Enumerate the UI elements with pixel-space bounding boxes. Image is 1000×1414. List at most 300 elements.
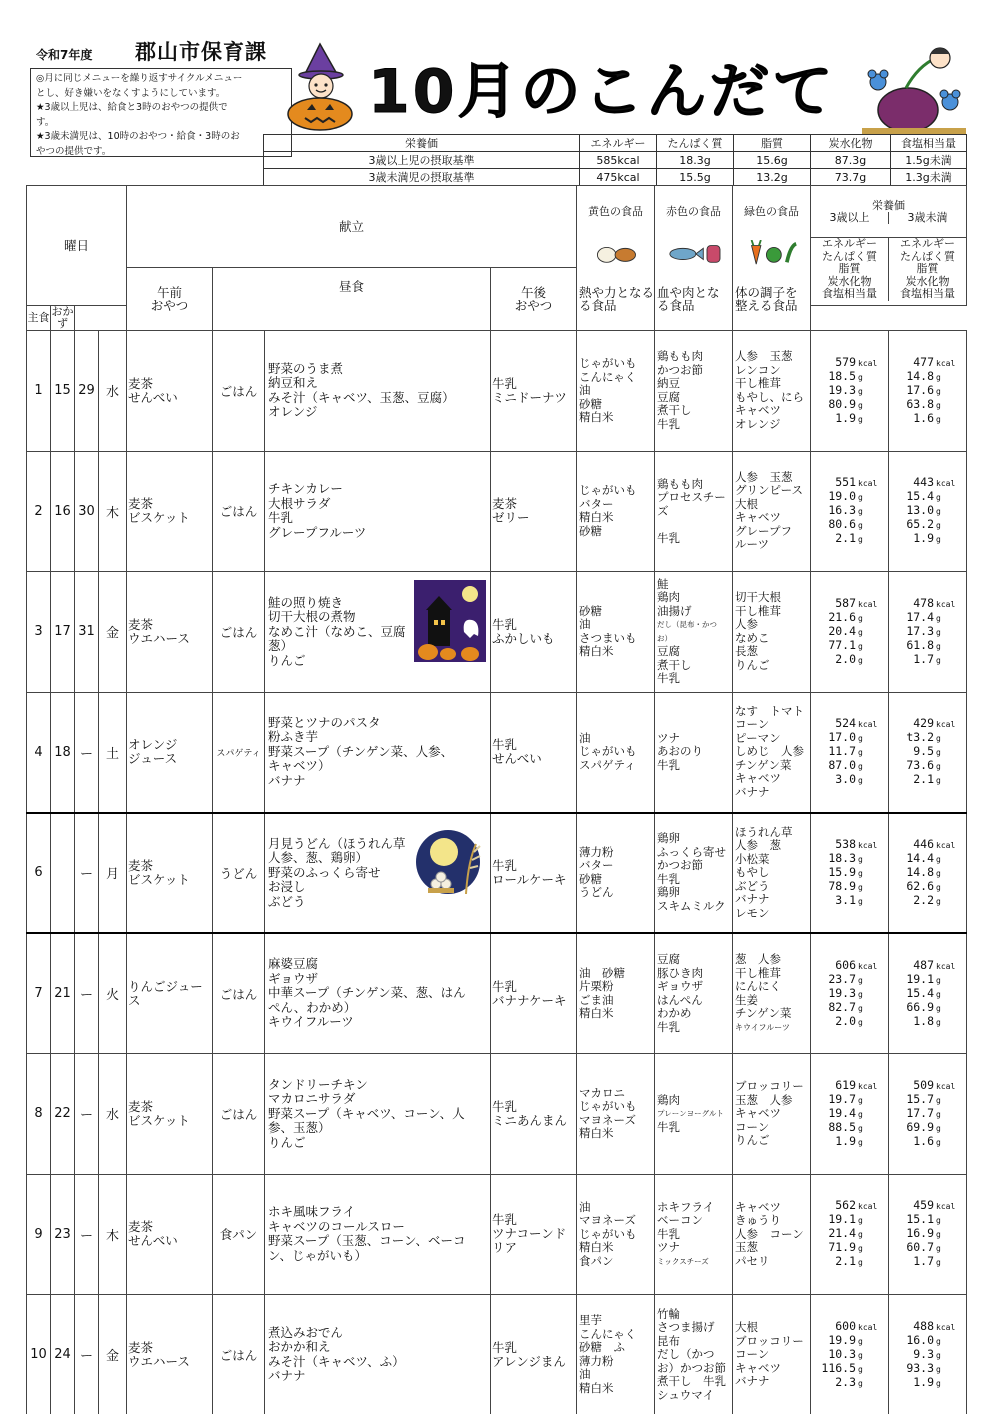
dishes-line: みそ汁（キャベツ、玉葱、豆腐） bbox=[268, 389, 455, 405]
nutrition-unit: kcal bbox=[936, 840, 956, 850]
am-snack bbox=[127, 692, 213, 813]
yellow-line: スパゲティ bbox=[579, 757, 636, 772]
dishes-line: 切干大根の煮物 bbox=[268, 609, 356, 624]
nutrition-over3 bbox=[811, 933, 889, 1054]
nutrition-over3 bbox=[811, 451, 889, 572]
date-1: 6 bbox=[27, 813, 51, 934]
date-3: ー bbox=[75, 813, 99, 934]
nutrition-unit: g bbox=[936, 627, 941, 637]
red-line: 鶏卵 bbox=[657, 885, 681, 900]
am-line: ウエハース bbox=[128, 630, 190, 646]
nutrition-unit: g bbox=[858, 1364, 863, 1374]
nut-label: 食塩相当量 bbox=[822, 287, 878, 300]
nutrition-value bbox=[889, 894, 960, 908]
nutrition-unit: g bbox=[858, 1095, 863, 1105]
am-line: 麦茶 bbox=[128, 616, 154, 632]
green-line: もやし、にら bbox=[735, 389, 805, 404]
nutrition-number: 80.9 bbox=[828, 396, 857, 411]
nutrition-unit: g bbox=[858, 1378, 863, 1388]
nutrition-number: 69.9 bbox=[906, 1119, 935, 1134]
am-snack bbox=[127, 331, 213, 452]
green-desc-line: 体の調子を bbox=[735, 284, 798, 300]
dishes-line: タンドリーチキン bbox=[268, 1076, 368, 1092]
nutrition-unit: kcal bbox=[936, 599, 956, 609]
yellow-line: ごま油 bbox=[579, 992, 614, 1007]
date-1: 2 bbox=[27, 451, 51, 572]
nutrition-value bbox=[811, 412, 882, 426]
red-food-header bbox=[655, 186, 733, 238]
nutrition-value bbox=[889, 1001, 960, 1015]
pm-snack bbox=[491, 813, 577, 934]
red-line: かつお節 bbox=[657, 362, 704, 377]
green-line: しめじ 人参 bbox=[735, 744, 805, 759]
nut-label: 炭水化物 bbox=[827, 274, 872, 288]
nutrition-value bbox=[811, 1135, 882, 1149]
yellow-food-icon-cell bbox=[577, 238, 655, 268]
green-line: りんご bbox=[735, 657, 770, 672]
nutrition-number: 1.9 bbox=[913, 531, 935, 546]
red-line: 牛乳 bbox=[657, 1226, 681, 1241]
green-line: 玉葱 bbox=[735, 1240, 759, 1254]
nutrition-unit: g bbox=[858, 386, 863, 396]
nutrition-value bbox=[811, 1121, 882, 1135]
nutrition-unit: g bbox=[936, 1003, 941, 1013]
menu-row bbox=[27, 933, 967, 1054]
dishes-line: 中華スープ（チンゲン菜、葱、はん bbox=[268, 985, 466, 1001]
nutrition-value bbox=[811, 504, 882, 518]
nutrition-unit: g bbox=[936, 507, 941, 517]
red-line: 豆腐 bbox=[657, 389, 681, 404]
yellow-line: マヨネーズ bbox=[579, 1213, 636, 1227]
nut-label: エネルギー bbox=[822, 237, 878, 250]
nutrition-unit: kcal bbox=[858, 1322, 878, 1332]
nutrition-unit: g bbox=[936, 414, 941, 424]
red-line: シュウマイ bbox=[657, 1387, 715, 1402]
am-line: ビスケット bbox=[128, 510, 190, 526]
nutrition-unit: g bbox=[858, 535, 863, 545]
nutrition-number: 1.9 bbox=[913, 1374, 935, 1389]
red-foods bbox=[655, 813, 733, 934]
note-line: ★3歳未満児は、10時のおやつ・給食・3時のお bbox=[36, 131, 240, 142]
am-line: ビスケット bbox=[128, 1112, 190, 1128]
nutrition-value bbox=[889, 1241, 960, 1255]
nutrition-number: 63.8 bbox=[906, 396, 935, 411]
nutrition-unit: g bbox=[858, 521, 863, 531]
nutrition-value bbox=[811, 1079, 882, 1093]
red-line: ズ bbox=[657, 503, 669, 518]
weekday-header: 曜日 bbox=[27, 186, 127, 306]
nutrition-value bbox=[811, 653, 882, 667]
green-line: バナナ bbox=[735, 1374, 770, 1388]
nutrition-number: 19.7 bbox=[828, 1091, 857, 1106]
nutrition-value bbox=[889, 476, 960, 490]
green-line: コーン bbox=[735, 1347, 770, 1361]
red-line: 牛乳 bbox=[657, 1119, 681, 1134]
am-snack bbox=[127, 1054, 213, 1175]
pm-snack bbox=[491, 1054, 577, 1175]
nutrition-unit: g bbox=[858, 734, 863, 743]
pm-line: 牛乳 bbox=[492, 1212, 518, 1228]
dishes-line: ぺん、わかめ） bbox=[268, 999, 357, 1015]
red-line bbox=[657, 518, 732, 532]
date-2 bbox=[51, 813, 75, 934]
staple-food: ごはん bbox=[213, 1054, 265, 1175]
date-2: 16 bbox=[51, 451, 75, 572]
red-line: 竹輪 bbox=[657, 1306, 681, 1321]
nutrition-unit: g bbox=[858, 641, 863, 651]
am-line: せんべい bbox=[128, 1233, 178, 1249]
nutrition-value bbox=[811, 518, 882, 532]
nutrition-unit: kcal bbox=[858, 599, 878, 609]
date-1: 8 bbox=[27, 1054, 51, 1175]
nutrition-unit: g bbox=[858, 896, 863, 906]
red-line: だし（昆布・かつ bbox=[657, 620, 718, 630]
date-3: ー bbox=[75, 1295, 99, 1414]
nut-label: たんぱく質 bbox=[900, 249, 956, 263]
green-desc bbox=[733, 268, 811, 331]
pm-snack bbox=[491, 692, 577, 813]
nutrition-value bbox=[889, 356, 960, 370]
dishes-line: 粉ふき芋 bbox=[268, 729, 319, 745]
side-dishes bbox=[265, 1174, 491, 1295]
nutrition-number: 13.0 bbox=[906, 503, 935, 518]
pm-snack bbox=[491, 1295, 577, 1414]
yellow-foods bbox=[577, 813, 655, 934]
green-line: 干し椎茸 bbox=[735, 603, 782, 618]
nutrition-value bbox=[811, 1213, 882, 1227]
yellow-line: 砂糖 bbox=[579, 871, 603, 886]
nut-label: 食塩相当量 bbox=[900, 287, 956, 300]
menu-row bbox=[27, 692, 967, 813]
date-1: 9 bbox=[27, 1174, 51, 1295]
pm-line: 牛乳 bbox=[492, 1339, 518, 1355]
nutrition-value bbox=[889, 759, 960, 773]
nutrition-number: 11.7 bbox=[828, 744, 857, 758]
nutrition-value bbox=[889, 370, 960, 384]
nutrition-value bbox=[811, 866, 882, 880]
dishes-line: 牛乳 bbox=[268, 510, 294, 526]
nutrition-value bbox=[889, 973, 960, 987]
red-line: さつま揚げ bbox=[657, 1320, 715, 1334]
am-snack bbox=[127, 933, 213, 1054]
nutrition-number: 488 bbox=[913, 1318, 935, 1333]
nutrition-unit: g bbox=[858, 854, 863, 864]
nutrition-value bbox=[889, 653, 960, 667]
nutrition-number: 1.6 bbox=[913, 1133, 935, 1148]
dishes-line: 野菜のふっくら寄せ bbox=[268, 864, 381, 880]
nutrition-unit: kcal bbox=[858, 961, 878, 971]
yellow-line: 里芋 bbox=[579, 1313, 603, 1328]
nutrition-value bbox=[811, 717, 882, 731]
nutrition-number: 443 bbox=[913, 475, 935, 490]
under3-label: 3歳未満 bbox=[907, 210, 948, 224]
nutrition-unit: g bbox=[936, 762, 941, 771]
menu-row bbox=[27, 451, 967, 572]
dishes-line: 野菜のうま煮 bbox=[268, 360, 344, 376]
yellow-line: うどん bbox=[579, 885, 614, 900]
nutrition-value bbox=[811, 370, 882, 384]
green-line: ブロッコリー bbox=[735, 1333, 804, 1348]
nutrition-number: 2.0 bbox=[835, 651, 857, 666]
nutrition-number: 15.1 bbox=[906, 1212, 935, 1227]
menu-row bbox=[27, 1295, 967, 1414]
red-foods bbox=[655, 1054, 733, 1175]
side-dishes bbox=[265, 331, 491, 452]
nutrition-number: 3.0 bbox=[835, 772, 857, 786]
intake-standards-table bbox=[263, 134, 967, 186]
green-line: グリンピース bbox=[735, 483, 803, 498]
side-dishes bbox=[265, 813, 491, 934]
yellow-line: 精白米 bbox=[579, 410, 614, 424]
side-dishes bbox=[265, 1054, 491, 1175]
nutrition-number: 15.9 bbox=[828, 864, 857, 879]
yellow-line: さつまいも bbox=[579, 630, 637, 645]
nutrition-number: 87.0 bbox=[828, 758, 857, 772]
red-line: あおのり bbox=[657, 744, 704, 759]
red-line: お）かつお節 bbox=[657, 1360, 727, 1375]
fiscal-year: 令和7年度 bbox=[36, 48, 93, 62]
nutrition-value bbox=[811, 838, 882, 852]
nutrition-unit: g bbox=[858, 1230, 863, 1240]
nutrition-number: 19.4 bbox=[828, 1105, 857, 1120]
am-line: ウエハース bbox=[128, 1353, 190, 1369]
red-line: ホキフライ bbox=[657, 1199, 715, 1214]
nutrition-number: 93.3 bbox=[906, 1360, 935, 1375]
pm-line: 牛乳 bbox=[492, 737, 518, 752]
nutrition-unit: g bbox=[936, 372, 941, 382]
standards-cell: 585kcal bbox=[580, 152, 657, 169]
standards-cell: 87.3g bbox=[811, 152, 891, 169]
nutrition-unit: kcal bbox=[936, 479, 956, 489]
green-line: 干し椎茸 bbox=[735, 965, 782, 980]
nutrition-under3 bbox=[889, 1174, 967, 1295]
nutrition-value bbox=[889, 1121, 960, 1135]
staple-food: ごはん bbox=[213, 933, 265, 1054]
red-desc bbox=[655, 268, 733, 331]
nutrition-number: 477 bbox=[913, 354, 935, 369]
yellow-desc-line: る食品 bbox=[579, 297, 617, 313]
weekday: 火 bbox=[99, 933, 127, 1054]
green-line: パセリ bbox=[735, 1253, 770, 1268]
nutrition-unit: g bbox=[936, 1258, 941, 1268]
am-line: 麦茶 bbox=[128, 1219, 154, 1235]
dishes-line: ぶどう bbox=[268, 893, 306, 909]
am-line: 麦茶 bbox=[128, 1339, 154, 1355]
green-line: ほうれん草 bbox=[735, 824, 793, 839]
am-snack bbox=[127, 1295, 213, 1414]
nutrition-value bbox=[889, 1213, 960, 1227]
nutrition-label: 栄養価 bbox=[872, 198, 906, 212]
dishes-line: 大根サラダ bbox=[268, 495, 331, 511]
nutrition-value bbox=[889, 1107, 960, 1121]
am-snack bbox=[127, 1174, 213, 1295]
date-1: 10 bbox=[27, 1295, 51, 1414]
dishes-line: バナナ bbox=[268, 1368, 306, 1384]
nutrition-number: 15.7 bbox=[906, 1091, 935, 1106]
pm-line: ミニドーナツ bbox=[492, 389, 567, 405]
dishes-line: バナナ bbox=[268, 772, 306, 788]
nutrition-unit: g bbox=[936, 641, 941, 651]
pm-line: 麦茶 bbox=[492, 496, 518, 512]
nutrition-number: 487 bbox=[913, 957, 935, 972]
office-name: 郡山市保育課 bbox=[135, 40, 267, 64]
standards-cell: 3歳未満児の摂取基準 bbox=[264, 169, 580, 186]
standards-cell: 13.2g bbox=[734, 169, 811, 186]
staple-food: ごはん bbox=[213, 572, 265, 693]
pm-snack bbox=[491, 572, 577, 693]
green-line: 葱 人参 bbox=[735, 952, 782, 966]
green-line: 玉葱 人参 bbox=[735, 1092, 793, 1107]
nutrition-unit: g bbox=[936, 1336, 941, 1346]
nutrition-number: 65.2 bbox=[906, 517, 935, 532]
nutrition-value bbox=[889, 518, 960, 532]
nutrition-value bbox=[811, 625, 882, 639]
red-line: 牛乳 bbox=[657, 416, 681, 431]
date-2: 23 bbox=[51, 1174, 75, 1295]
nutrition-labels-cell bbox=[811, 238, 967, 306]
nutrition-value bbox=[811, 384, 882, 398]
moon-viewing-illustration bbox=[414, 822, 486, 904]
red-foods bbox=[655, 933, 733, 1054]
am-line: 麦茶 bbox=[128, 375, 154, 391]
pm-line: ゼリー bbox=[492, 510, 530, 526]
green-food-label: 緑色の食品 bbox=[744, 204, 800, 218]
staple-food: 食パン bbox=[213, 1174, 265, 1295]
over3-nut-labels bbox=[811, 238, 889, 301]
nutrition-unit: g bbox=[858, 762, 863, 771]
pm-line: 牛乳 bbox=[492, 857, 518, 873]
yellow-line: 油 砂糖 bbox=[579, 965, 626, 980]
dishes-line: 月見うどん（ほうれん草 bbox=[268, 835, 406, 851]
yellow-line: じゃがいも bbox=[579, 1226, 637, 1241]
pm-line: リア bbox=[492, 1240, 518, 1256]
side-header: おかず bbox=[51, 305, 74, 330]
nutrition-number: 17.3 bbox=[906, 623, 935, 638]
red-line: 牛乳 bbox=[657, 871, 681, 886]
green-foods bbox=[733, 933, 811, 1054]
nutrition-value bbox=[889, 880, 960, 894]
nutrition-under3 bbox=[889, 1054, 967, 1175]
nutrition-value bbox=[811, 973, 882, 987]
green-line: オレンジ bbox=[735, 416, 781, 431]
standards-cell: 475kcal bbox=[580, 169, 657, 186]
over3-label: 3歳以上 bbox=[811, 212, 889, 224]
menu-row bbox=[27, 331, 967, 452]
nutrition-number: 17.0 bbox=[828, 730, 857, 744]
red-line: 豚ひき肉 bbox=[657, 965, 704, 980]
nutrition-unit: g bbox=[936, 1017, 941, 1027]
staple-food: うどん bbox=[213, 813, 265, 934]
green-line: 人参 bbox=[735, 617, 759, 632]
am-snack bbox=[127, 451, 213, 572]
nutrition-number: 80.6 bbox=[828, 517, 857, 532]
menu-row bbox=[27, 813, 967, 934]
green-foods bbox=[733, 1295, 811, 1414]
side-dishes bbox=[265, 692, 491, 813]
nutrition-under3 bbox=[889, 933, 967, 1054]
dishes-line: キャベツのコールスロー bbox=[268, 1218, 405, 1234]
dishes-line: グレープフルーツ bbox=[268, 524, 367, 540]
nutrition-unit: g bbox=[858, 1137, 863, 1147]
nutrition-unit: g bbox=[936, 386, 941, 396]
nutrition-unit: g bbox=[936, 1095, 941, 1105]
green-line: 人参 コーン bbox=[735, 1226, 804, 1241]
pm-line: 牛乳 bbox=[492, 375, 518, 391]
standards-cell: 73.7g bbox=[811, 169, 891, 186]
nutrition-number: 9.3 bbox=[913, 1346, 935, 1361]
pm-line: ふかしいも bbox=[492, 630, 555, 646]
yellow-line: 砂糖 ふ bbox=[579, 1340, 626, 1355]
standards-cell: 15.5g bbox=[657, 169, 734, 186]
yellow-line: 精白米 bbox=[579, 1006, 614, 1020]
red-line: 豆腐 bbox=[657, 952, 681, 966]
red-line: 牛乳 bbox=[657, 757, 681, 772]
nutrition-number: 562 bbox=[835, 1198, 857, 1213]
nutrition-value bbox=[889, 625, 960, 639]
witch-pumpkin-illustration bbox=[285, 42, 355, 132]
pm-snack-label: おやつ bbox=[514, 298, 553, 313]
nutrition-number: 600 bbox=[835, 1318, 857, 1333]
nutrition-value bbox=[889, 866, 960, 880]
side-dishes bbox=[265, 572, 491, 693]
green-line: キャベツ bbox=[735, 510, 782, 525]
green-foods bbox=[733, 813, 811, 934]
nutrition-value bbox=[811, 759, 882, 773]
nutrition-number: 19.3 bbox=[828, 382, 857, 397]
nutrition-unit: g bbox=[858, 882, 863, 892]
nutrition-number: 77.1 bbox=[828, 637, 857, 652]
red-line: 牛乳 bbox=[657, 671, 681, 686]
nutrition-number: 1.6 bbox=[913, 410, 935, 425]
date-1: 7 bbox=[27, 933, 51, 1054]
weekday: 水 bbox=[99, 331, 127, 452]
green-line: チンゲン菜 bbox=[735, 1006, 792, 1020]
yellow-line: 砂糖 bbox=[579, 396, 603, 411]
nutrition-under3 bbox=[889, 692, 967, 813]
yellow-line: 食パン bbox=[579, 1253, 614, 1268]
yellow-line: じゃがいも bbox=[579, 356, 637, 370]
yellow-line: 薄力粉 bbox=[579, 1353, 614, 1368]
yellow-line: 精白米 bbox=[579, 1240, 614, 1254]
am-snack bbox=[127, 813, 213, 934]
red-line: 煮干し 牛乳 bbox=[657, 1374, 727, 1388]
standards-header: 食塩相当量 bbox=[891, 135, 967, 152]
nutrition-unit: kcal bbox=[936, 1202, 956, 1212]
nutrition-over3 bbox=[811, 692, 889, 813]
nutrition-number: 1.7 bbox=[913, 1254, 935, 1269]
nutrition-number: 2.3 bbox=[835, 1374, 857, 1389]
note-line: やつの提供です。 bbox=[36, 145, 112, 157]
note-line: とし、好き嫌いをなくすようにしています。 bbox=[36, 87, 226, 99]
yellow-line: 油 bbox=[579, 383, 591, 397]
nutrition-over3 bbox=[811, 1295, 889, 1414]
header bbox=[0, 0, 1000, 184]
dishes-line: 野菜スープ（玉葱、コーン、ベーコ bbox=[268, 1233, 466, 1249]
red-line: 豆腐 bbox=[657, 644, 681, 659]
nutrition-value bbox=[811, 597, 882, 611]
nutrition-number: 478 bbox=[913, 595, 935, 610]
nutrition-value bbox=[889, 398, 960, 412]
nutrition-number: 15.4 bbox=[906, 489, 935, 504]
standards-header: 栄養価 bbox=[264, 135, 580, 152]
nutrition-unit: kcal bbox=[858, 479, 878, 489]
lunch-header: 昼食 bbox=[213, 268, 491, 306]
side-dishes bbox=[265, 933, 491, 1054]
nutrition-number: 60.7 bbox=[906, 1240, 935, 1255]
green-foods bbox=[733, 572, 811, 693]
dishes-line: ギョウザ bbox=[268, 970, 319, 986]
yellow-line: 精白米 bbox=[579, 1380, 614, 1395]
